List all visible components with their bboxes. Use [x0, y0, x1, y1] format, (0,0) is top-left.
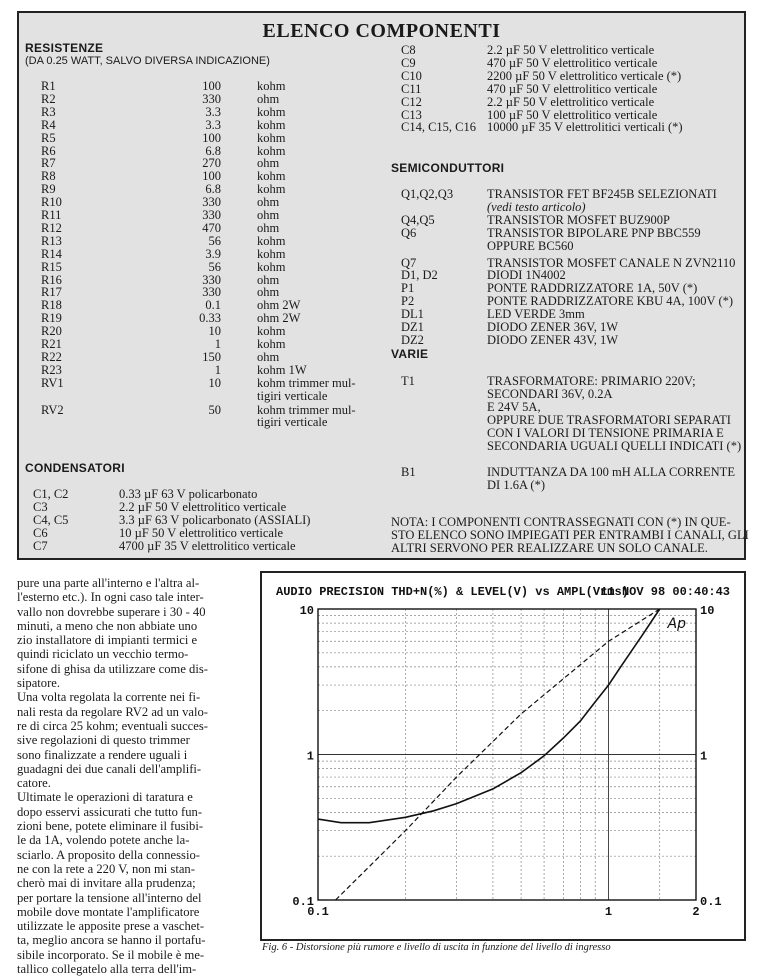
resistor-ref: R2	[41, 91, 56, 106]
capacitor-desc: 2.2 µF 50 V elettrolitico verticale	[487, 94, 655, 109]
resistor-unit: ohm	[257, 272, 280, 287]
resistor-ref: R21	[41, 337, 62, 351]
article-line: sifone di ghisa da utilizzare come dis-	[17, 661, 208, 676]
resistor-unit: ohm	[257, 349, 280, 364]
capacitor-ref: C12	[401, 94, 422, 109]
capacitor-ref: C9	[401, 55, 416, 70]
semiconductor-ref: Q1,Q2,Q3	[401, 187, 454, 201]
capacitor-desc: 470 µF 50 V elettrolitico verticale	[487, 55, 658, 70]
resistor-value: 56	[208, 259, 221, 274]
semiconductor-ref: Q7	[401, 255, 417, 270]
note-line: STO ELENCO SONO IMPIEGATI PER ENTRAMBI I CANALI, GLI	[391, 527, 749, 542]
resistor-ref: RV1	[41, 375, 64, 390]
semiconductor-desc-line2: OPPURE BC560	[487, 238, 574, 253]
figure-caption: Fig. 6 - Distorsione più rumore e livello di uscita in funzione del livello di ingresso	[262, 942, 611, 953]
t1-desc-line: OPPURE DUE TRASFORMATORI SEPARATI	[487, 412, 731, 427]
article-line: sciarlo. A proposito della connessio-	[17, 847, 200, 862]
chart-svg	[262, 573, 744, 939]
article-text	[17, 576, 249, 976]
capacitor-desc: 100 µF 50 V elettrolitico verticale	[487, 107, 658, 122]
article-line: per portare la tensione all'interno del	[17, 890, 202, 905]
resistor-ref: R12	[41, 220, 62, 235]
capacitor-desc: 2200 µF 50 V elettrolitico verticale (*)	[487, 68, 682, 83]
resistor-value: 330	[202, 91, 221, 106]
resistor-ref: R5	[41, 130, 56, 145]
note-line: NOTA: I COMPONENTI CONTRASSEGNATI CON (*) IN QUE-	[391, 515, 731, 529]
article-line: sono finalizzate a rendere uguali i	[17, 747, 188, 762]
resistors-note: (DA 0.25 WATT, SALVO DIVERSA INDICAZIONE)	[25, 55, 270, 67]
capacitor-ref: C6	[33, 525, 48, 540]
capacitor-desc: 470 µF 50 V elettrolitico verticale	[487, 81, 658, 96]
capacitor-ref: C11	[401, 81, 422, 96]
resistor-unit: ohm	[257, 208, 280, 222]
semiconductor-ref: Q6	[401, 225, 417, 240]
resistor-ref: R14	[41, 246, 62, 261]
article-line: catore.	[17, 776, 51, 791]
capacitors-heading: CONDENSATORI	[25, 461, 125, 475]
resistors-heading: RESISTENZE	[25, 41, 104, 55]
semiconductor-desc: TRANSISTOR MOSFET BUZ900P	[487, 212, 670, 227]
capacitor-ref: C4, C5	[33, 512, 69, 527]
resistor-ref: R22	[41, 349, 62, 364]
t1-desc-line: SECONDARI 36V, 0.2A	[487, 386, 613, 401]
resistor-unit: kohm	[257, 79, 286, 93]
resistor-unit: kohm 1W	[257, 362, 307, 377]
capacitor-desc: 2.2 µF 50 V elettrolitico verticale	[487, 43, 655, 57]
resistor-unit: kohm	[257, 324, 286, 339]
article-line: sive regolazioni di questo trimmer	[17, 733, 190, 748]
article-line: ne con la rete a 220 V, non mi stan-	[17, 861, 195, 876]
article-line: l'esterno etc.). In ogni caso tale inter-	[17, 590, 204, 605]
t1-ref: T1	[401, 374, 415, 388]
resistor-unit: kohm	[257, 233, 286, 248]
resistor-unit: ohm	[257, 156, 280, 171]
semiconductor-desc: TRANSISTOR MOSFET CANALE N ZVN2110	[487, 255, 736, 270]
capacitor-desc: 2.2 µF 50 V elettrolitico verticale	[119, 499, 287, 514]
resistor-value: 56	[208, 233, 221, 248]
article-line: mobile dove montate l'amplificatore	[17, 904, 200, 919]
article-line: zioni bene, potete eliminare il fusibi-	[17, 819, 204, 834]
resistor-value: 330	[202, 272, 221, 287]
capacitor-desc: 10000 µF 35 V elettrolitici verticali (*)	[487, 120, 683, 135]
resistor-value: 1	[214, 337, 221, 351]
semiconductor-ref: Q4,Q5	[401, 212, 435, 227]
resistor-ref: R18	[41, 298, 62, 313]
b1-ref: B1	[401, 465, 416, 479]
note-line: ALTRI SERVONO PER REALIZZARE UN SOLO CANALE.	[391, 540, 708, 555]
resistor-unit: kohm	[257, 337, 286, 351]
semiconductor-desc: DIODO ZENER 43V, 1W	[487, 332, 619, 347]
resistor-unit: kohm	[257, 169, 286, 184]
resistor-value: 3.3	[205, 104, 221, 119]
y-tick-label-left: 1	[306, 749, 314, 764]
semiconductor-desc: TRANSISTOR BIPOLARE PNP BBC559	[487, 225, 701, 240]
capacitor-desc: 0.33 µF 63 V policarbonato	[119, 487, 258, 501]
resistor-unit: kohm	[257, 143, 286, 158]
resistor-ref: R8	[41, 169, 56, 184]
article-line: zio installatore di impianti termici e	[17, 633, 198, 648]
resistor-ref: R10	[41, 195, 62, 210]
resistor-ref: R4	[41, 117, 56, 132]
t1-desc-line: SECONDARIA UGUALI QUELLI INDICATI (*)	[487, 438, 742, 453]
resistor-unit-line2: tigiri verticale	[257, 415, 328, 430]
capacitor-desc: 10 µF 50 V elettrolitico verticale	[119, 525, 283, 540]
resistor-unit: kohm trimmer mul-	[257, 402, 356, 417]
resistor-value: 100	[202, 169, 221, 184]
semiconductor-ref: DZ1	[401, 320, 424, 334]
resistor-ref: R3	[41, 104, 56, 119]
capacitor-desc: 4700 µF 35 V elettrolitico verticale	[119, 538, 296, 553]
article-line: pure una parte all'interno e l'altra al-	[17, 576, 200, 590]
resistor-value: 10	[208, 324, 221, 339]
x-tick-label: 2	[692, 905, 700, 919]
resistor-value: 100	[202, 79, 221, 93]
y-tick-label-right: 10	[700, 604, 715, 618]
ap-logo: Ap	[667, 616, 686, 632]
semiconductor-ref: DZ2	[401, 332, 424, 347]
resistor-ref: R1	[41, 79, 56, 93]
capacitor-ref: C14, C15, C16	[401, 120, 477, 135]
parts-list-box	[17, 11, 749, 560]
resistor-unit: kohm	[257, 259, 286, 274]
resistor-value: 6.8	[205, 182, 221, 197]
semiconductors-heading: SEMICONDUTTORI	[391, 161, 505, 175]
chart-header-left: AUDIO PRECISION THD+N(%) & LEVEL(V) vs AMPL(Vrms)	[276, 585, 629, 599]
resistor-ref: R20	[41, 324, 62, 339]
resistor-value: 0.1	[205, 298, 221, 313]
resistor-ref: R23	[41, 362, 62, 377]
resistor-unit: kohm trimmer mul-	[257, 375, 356, 390]
resistor-ref: RV2	[41, 402, 64, 417]
resistor-ref: R9	[41, 182, 56, 197]
y-tick-label-right: 1	[700, 749, 708, 764]
b1-desc-line: DI 1.6A (*)	[487, 477, 545, 492]
resistor-ref: R13	[41, 233, 62, 248]
y-tick-label-right: 0.1	[700, 895, 722, 909]
capacitor-desc: 3.3 µF 63 V policarbonato (ASSIALI)	[119, 512, 311, 527]
resistor-unit: kohm	[257, 130, 286, 145]
article-line: dopo esservi assicurati che tutto fun-	[17, 804, 203, 819]
article-line: Ultimate le operazioni di taratura e	[17, 790, 193, 805]
article-line: le da 1A, volendo potete anche la-	[17, 833, 190, 848]
resistor-unit: ohm	[257, 285, 280, 300]
resistor-unit: kohm	[257, 246, 286, 261]
capacitor-ref: C3	[33, 499, 48, 514]
capacitor-ref: C8	[401, 43, 416, 57]
resistor-unit: ohm	[257, 91, 280, 106]
resistor-value: 270	[202, 156, 221, 171]
capacitor-ref: C10	[401, 68, 422, 83]
semiconductor-desc-line2: (vedi testo articolo)	[487, 199, 586, 214]
resistor-value: 50	[208, 402, 221, 417]
resistor-value: 3.3	[205, 117, 221, 132]
resistor-value: 0.33	[199, 311, 221, 326]
resistor-value: 6.8	[205, 143, 221, 158]
article-line: Una volta regolata la corrente nei fi-	[17, 690, 201, 705]
article-line: nali resta da regolare RV2 ad un valo-	[17, 704, 208, 719]
article-line: minuti, a meno che non abbiate uno	[17, 618, 198, 633]
article-line: re di circa 25 kohm; eventuali succes-	[17, 718, 208, 733]
resistor-unit: ohm 2W	[257, 298, 301, 313]
resistor-unit: ohm 2W	[257, 311, 301, 326]
article-line: ta, meglio ancora se hanno il portafu-	[17, 933, 206, 948]
article-line: guadagni dei due canali dell'amplifi-	[17, 761, 202, 776]
resistor-value: 3.9	[205, 246, 221, 261]
resistor-value: 100	[202, 130, 221, 145]
article-line: utilizzate le apposite prese a vaschet-	[17, 919, 205, 934]
capacitor-ref: C13	[401, 107, 422, 122]
semiconductor-desc: PONTE RADDRIZZATORE 1A, 50V (*)	[487, 281, 698, 296]
resistor-ref: R15	[41, 259, 62, 274]
resistor-value: 10	[208, 375, 221, 390]
misc-heading: VARIE	[391, 347, 429, 361]
capacitor-ref: C1, C2	[33, 487, 69, 501]
resistor-value: 150	[202, 349, 221, 364]
resistor-ref: R19	[41, 311, 62, 326]
article-line: vallo non dovrebbe superare i 30 - 40	[17, 604, 206, 619]
article-line: sipatore.	[17, 676, 61, 691]
semiconductor-desc: DIODI 1N4002	[487, 268, 566, 283]
x-tick-label: 1	[604, 905, 613, 919]
article-line: sibile incorporato. Se il mobile è me-	[17, 947, 205, 962]
resistor-ref: R7	[41, 156, 56, 171]
article-line: quindi riciclato un vecchio termo-	[17, 647, 189, 662]
semiconductor-desc: PONTE RADDRIZZATORE KBU 4A, 100V (*)	[487, 294, 734, 309]
resistor-unit: ohm	[257, 195, 280, 210]
t1-desc-line: CON I VALORI DI TENSIONE PRIMARIA E	[487, 425, 724, 440]
resistor-ref: R16	[41, 272, 62, 287]
resistor-unit: kohm	[257, 104, 286, 119]
semiconductor-ref: P2	[401, 294, 415, 309]
y-tick-label-left: 10	[299, 604, 314, 618]
t1-desc-line: TRASFORMATORE: PRIMARIO 220V;	[487, 374, 696, 388]
article-line: tallico collegatelo alla terra dell'im-	[17, 962, 197, 976]
parts-list-title: ELENCO COMPONENTI	[262, 20, 501, 42]
t1-desc-line: E 24V 5A,	[487, 399, 541, 414]
resistor-ref: R11	[41, 208, 62, 222]
resistor-ref: R17	[41, 285, 62, 300]
resistor-unit: ohm	[257, 220, 280, 235]
resistor-unit-line2: tigiri verticale	[257, 388, 328, 403]
resistor-value: 1	[214, 362, 221, 377]
y-tick-label-left: 0.1	[292, 895, 314, 909]
resistor-unit: kohm	[257, 182, 286, 197]
semiconductor-ref: D1, D2	[401, 268, 438, 283]
semiconductor-ref: P1	[401, 281, 415, 296]
semiconductor-desc: LED VERDE 3mm	[487, 307, 585, 322]
semiconductor-desc: DIODO ZENER 36V, 1W	[487, 320, 619, 334]
semiconductor-desc: TRANSISTOR FET BF245B SELEZIONATI	[487, 187, 717, 201]
resistor-value: 330	[202, 195, 221, 210]
article-line: cherò mai di invitare alla prudenza;	[17, 876, 196, 891]
resistor-value: 470	[202, 220, 221, 235]
semiconductor-ref: DL1	[401, 307, 424, 322]
resistor-value: 330	[202, 285, 221, 300]
capacitor-ref: C7	[33, 538, 48, 553]
x-tick-label: 0.1	[307, 905, 329, 919]
chart-header-right: 11 NOV 98 00:40:43	[600, 585, 730, 599]
distortion-chart	[260, 571, 746, 941]
resistor-unit: kohm	[257, 117, 286, 132]
b1-desc-line: INDUTTANZA DA 100 mH ALLA CORRENTE	[487, 465, 735, 479]
resistor-ref: R6	[41, 143, 56, 158]
resistor-value: 330	[202, 208, 221, 222]
